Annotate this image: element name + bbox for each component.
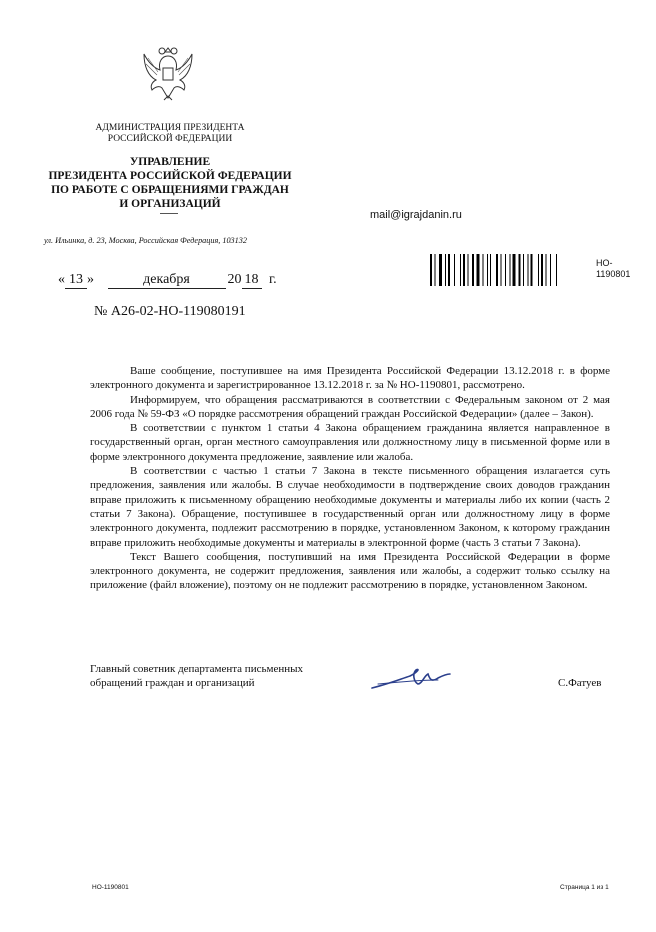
- date-close-quote: »: [87, 272, 94, 287]
- dept-line-2: ПРЕЗИДЕНТА РОССИЙСКОЙ ФЕДЕРАЦИИ: [48, 170, 292, 182]
- barcode-bar: [505, 254, 506, 286]
- dept-line-4: И ОРГАНИЗАЦИЙ: [119, 198, 221, 210]
- barcode-bar: [528, 254, 529, 286]
- barcode-bar: [477, 254, 480, 286]
- admin-line-2: РОССИЙСКОЙ ФЕДЕРАЦИИ: [107, 134, 233, 144]
- barcode-bar: [439, 254, 442, 286]
- date-day: 13: [65, 272, 87, 289]
- signer-name: С.Фатуев: [558, 677, 602, 689]
- barcode-bar: [496, 254, 498, 286]
- handwritten-signature: [368, 662, 468, 694]
- barcode-bar: [435, 254, 436, 286]
- date-open-quote: «: [58, 272, 65, 287]
- barcode-bar: [472, 254, 474, 286]
- date-year-label: г.: [269, 272, 277, 287]
- barcode-bar: [541, 254, 543, 286]
- dept-line-3: ПО РАБОТЕ С ОБРАЩЕНИЯМИ ГРАЖДАН: [51, 184, 289, 196]
- state-emblem-icon: [140, 42, 196, 104]
- sender-address: ул. Ильинка, д. 23, Москва, Российская Федерация, 103132: [44, 236, 247, 245]
- recipient-email: mail@igrajdanin.ru: [370, 209, 462, 221]
- dept-line-1: УПРАВЛЕНИЕ: [129, 156, 211, 168]
- barcode-bar: [510, 254, 511, 286]
- body-paragraph: Текст Вашего сообщения, поступивший на имя Президента Российской Федерации в форме электронного документа, не содержит предложения, заявления или жалобы, а содержит только ссылку на приложение (файл вложение), поэтому он не подлежит рассмотрению в порядке, установленном Законом.: [90, 550, 610, 592]
- barcode-bar: [550, 254, 551, 286]
- barcode-number-line-1: НО-: [596, 258, 613, 268]
- barcode-bar: [531, 254, 533, 286]
- header-divider: [160, 213, 178, 214]
- admin-header: [60, 123, 280, 145]
- date-year-prefix: 20: [227, 272, 242, 287]
- barcode-bar: [445, 254, 446, 286]
- document-date: [58, 272, 277, 289]
- barcode-bar: [483, 254, 484, 286]
- barcode-bar: [463, 254, 465, 286]
- barcode: [430, 254, 594, 286]
- footer-doc-id: НО-1190801: [92, 884, 129, 891]
- barcode-bar: [460, 254, 461, 286]
- body-paragraph: Ваше сообщение, поступившее на имя Президента Российской Федерации 13.12.2018 г. в форме электронного документа и зарегистрированное 13.12.2018 г. за № НО-1190801, рассмотрено.: [90, 365, 610, 392]
- letter-body: [90, 364, 610, 593]
- registration-number: № А26-02-НО-119080191: [94, 304, 246, 319]
- barcode-bar: [487, 254, 488, 286]
- body-paragraph: В соответствии с частью 1 статьи 7 Закона в тексте письменного обращения излагается суть предложения, заявления или жалобы. В случае необходимости в подтверждение своих доводов гражданин вправе приложить к письменному обращению необходимые документы и материалы либо их копии (часть 2 статьи 7 Закона). Обращение, поступившее в государственный орган или должностному лицу в форме электронного документа, подлежит рассмотрению в порядке, установленном Законом, к которому гражданин вправе приложить необходимые документы и материалы в электронной форме (часть 3 статьи 7 Закона).: [90, 465, 610, 549]
- barcode-bar: [519, 254, 521, 286]
- barcode-bar: [448, 254, 450, 286]
- barcode-bar: [501, 254, 502, 286]
- barcode-bar: [454, 254, 455, 286]
- department-header: [40, 155, 300, 211]
- signer-title: [90, 662, 303, 690]
- barcode-bar: [468, 254, 469, 286]
- barcode-bar: [430, 254, 432, 286]
- barcode-bar: [556, 254, 557, 286]
- body-paragraph: В соответствии с пунктом 1 статьи 4 Закона обращением гражданина является направленное в государственный орган, орган местного самоуправления или должностному лицу в письменной форме или в форме электронного документа предложение, заявление или жалоба.: [90, 422, 610, 463]
- barcode-number-line-2: 1190801: [596, 269, 631, 279]
- barcode-bar: [546, 254, 547, 286]
- barcode-bar: [523, 254, 524, 286]
- body-paragraph: Информируем, что обращения рассматриваются в соответствии с Федеральным законом от 2 мая 2006 года № 59-ФЗ «О порядке рассмотрения обращений граждан Российской Федерации» (далее – Закон).: [90, 393, 610, 420]
- barcode-bar: [490, 254, 491, 286]
- barcode-bar: [538, 254, 539, 286]
- barcode-number: [596, 258, 646, 280]
- footer-page-number: Страница 1 из 1: [560, 884, 609, 891]
- signer-title-line-2: обращений граждан и организаций: [90, 677, 255, 689]
- date-year-suffix: 18: [242, 272, 262, 289]
- admin-line-1: АДМИНИСТРАЦИЯ ПРЕЗИДЕНТА: [95, 123, 245, 133]
- barcode-bar: [513, 254, 516, 286]
- date-month: декабря: [108, 272, 226, 289]
- signer-title-line-1: Главный советник департамента письменных: [90, 663, 303, 675]
